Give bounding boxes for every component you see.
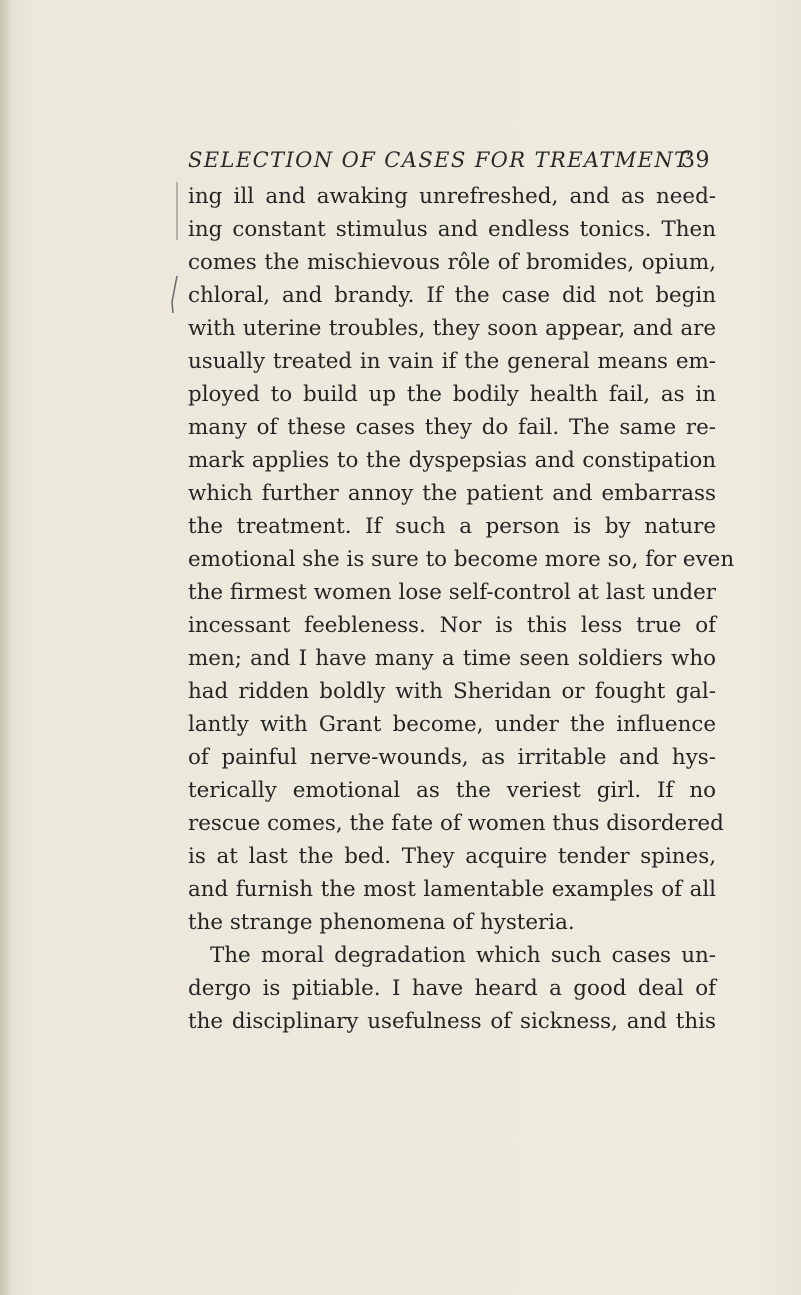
text-line: usually treated in vain if the general means em-	[188, 349, 716, 374]
running-title: SELECTION OF CASES FOR TREATMENT	[188, 148, 690, 172]
text-line: men; and I have many a time seen soldiers who	[188, 646, 716, 671]
text-line: ing ill and awaking unrefreshed, and as need-	[188, 184, 716, 209]
page-gutter-shadow	[0, 0, 12, 1295]
text-line: ployed to build up the bodily health fail, as in	[188, 382, 716, 407]
text-line: ing constant stimulus and endless tonics. Then	[188, 217, 716, 242]
text-line: which further annoy the patient and embarrass	[188, 481, 716, 506]
text-line: lantly with Grant become, under the influence	[188, 712, 716, 737]
text-line: rescue comes, the fate of women thus disordered	[188, 811, 724, 836]
text-line: dergo is pitiable. I have heard a good deal of	[188, 976, 716, 1001]
text-line: mark applies to the dyspepsias and constipation	[188, 448, 716, 473]
text-line: the disciplinary usefulness of sickness, and this	[188, 1009, 716, 1034]
body-text	[188, 180, 735, 1038]
margin-pencil-mark	[170, 180, 180, 330]
text-line: with uterine troubles, they soon appear, and are	[188, 316, 716, 341]
paragraph-start-line: The moral degradation which such cases un-	[210, 943, 716, 968]
text-line: of painful nerve-wounds, as irritable and hys-	[188, 745, 716, 770]
paragraph-end-line: the strange phenomena of hysteria.	[188, 910, 575, 935]
text-line: the firmest women lose self-control at last under	[188, 580, 716, 605]
page-number: 39	[681, 148, 710, 173]
text-line: many of these cases they do fail. The same re-	[188, 415, 716, 440]
text-line: is at last the bed. They acquire tender spines,	[188, 844, 716, 869]
text-line: had ridden boldly with Sheridan or fought gal-	[188, 679, 716, 704]
text-line: terically emotional as the veriest girl. If no	[188, 778, 716, 803]
text-line: the treatment. If such a person is by nature	[188, 514, 716, 539]
text-line: and furnish the most lamentable examples of all	[188, 877, 716, 902]
text-line: comes the mischievous rôle of bromides, opium,	[188, 250, 716, 275]
text-line: incessant feebleness. Nor is this less true of	[188, 613, 716, 638]
text-line: emotional she is sure to become more so, for even	[188, 547, 735, 572]
text-line: chloral, and brandy. If the case did not begin	[188, 283, 716, 308]
